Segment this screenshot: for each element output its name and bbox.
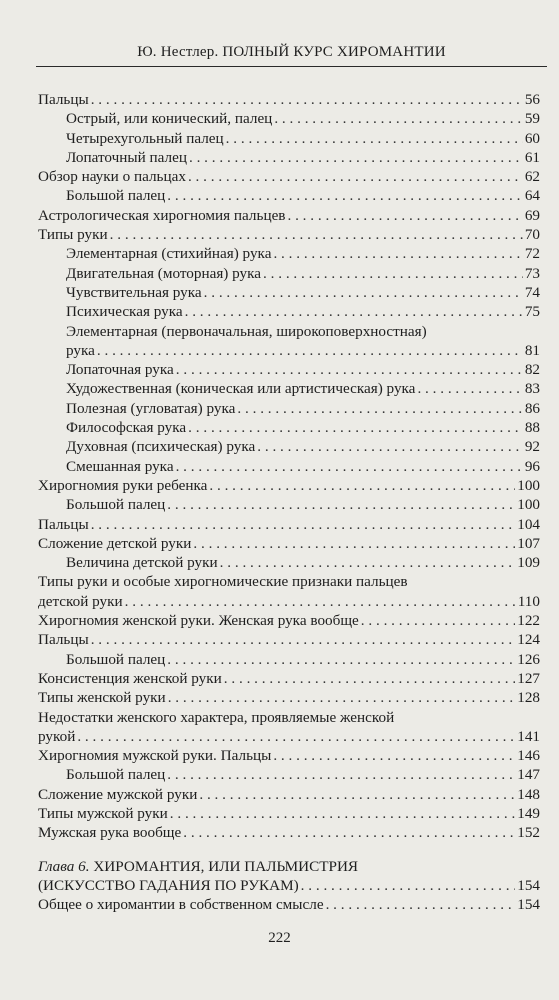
- leader-dots: [168, 688, 516, 707]
- leader-dots: [189, 148, 523, 167]
- toc-entry-title: Пальцы: [38, 515, 89, 533]
- toc-entry: [38, 341, 540, 360]
- toc-entry-page: 146: [517, 747, 540, 765]
- toc-entry-page: 88: [524, 419, 540, 437]
- leader-dots: [188, 167, 523, 186]
- toc-entry: [38, 148, 540, 167]
- leader-dots: [274, 109, 522, 128]
- toc-entry: [38, 186, 540, 205]
- toc-entry-page: 72: [524, 245, 540, 263]
- toc-entry-title: Пальцы: [38, 91, 89, 108]
- leader-dots: [185, 302, 523, 321]
- toc-entry-page: 109: [517, 554, 540, 572]
- toc-entry: [38, 592, 540, 611]
- toc-entry: [38, 283, 540, 302]
- toc-entry: [38, 302, 540, 321]
- toc-entry: [38, 129, 540, 148]
- leader-dots: [176, 457, 523, 476]
- toc-entry-title: Четырехугольный палец: [66, 129, 224, 147]
- toc-entry-title: Общее о хиромантии в собственном смысле: [38, 896, 324, 914]
- toc-entry-title: Типы мужской руки: [38, 804, 168, 822]
- toc-entry-title: Психическая рука: [66, 303, 183, 321]
- toc-entry-title: (ИСКУССТВО ГАДАНИЯ ПО РУКАМ): [38, 876, 299, 894]
- leader-dots: [110, 225, 523, 244]
- leader-dots: [91, 515, 516, 534]
- leader-dots: [224, 669, 515, 688]
- toc-entry-page: 82: [524, 361, 540, 379]
- toc-entry: [38, 765, 540, 784]
- leader-dots: [199, 785, 515, 804]
- toc-entry-title: Философская рука: [66, 419, 187, 437]
- toc-entry-title-line: Недостатки женского характера, проявляемые женской: [38, 708, 395, 726]
- toc-entry-title: Полезная (угловатая) рука: [66, 399, 236, 417]
- toc-entry: [38, 650, 540, 669]
- chapter-heading-line: [38, 857, 540, 876]
- toc-entry: [38, 418, 540, 437]
- leader-dots: [417, 379, 522, 398]
- toc-entry: [38, 457, 540, 476]
- leader-dots: [167, 765, 515, 784]
- toc-entry-title: Консистенция женской руки: [38, 669, 222, 687]
- toc-entry-title: Обзор науки о пальцах: [38, 168, 186, 186]
- toc-entry-title: Большой палец: [66, 187, 166, 205]
- leader-dots: [193, 534, 515, 553]
- toc-entry-page: 127: [517, 669, 540, 687]
- leader-dots: [125, 592, 516, 611]
- toc-entry: [38, 90, 540, 109]
- leader-dots: [361, 611, 515, 630]
- leader-dots: [287, 206, 522, 225]
- toc-entry: [38, 495, 540, 514]
- toc-entry: [38, 688, 540, 707]
- toc-entry: [38, 399, 540, 418]
- toc-entry-page: 107: [517, 534, 540, 552]
- toc-entry-page: 83: [524, 380, 540, 398]
- leader-dots: [188, 418, 523, 437]
- toc-entry-page: 75: [524, 303, 540, 321]
- leader-dots: [204, 283, 523, 302]
- toc-entry: [38, 379, 540, 398]
- leader-dots: [301, 876, 516, 895]
- toc-entry-page: 110: [517, 592, 540, 610]
- toc-entry-title: Духовная (психическая) рука: [66, 438, 256, 456]
- running-header-title: Ю. Нестлер. ПОЛНЫЙ КУРС ХИРОМАНТИИ: [137, 44, 446, 60]
- toc-entry-page: 149: [517, 804, 540, 822]
- toc-entry-page: 92: [524, 438, 540, 456]
- leader-dots: [220, 553, 516, 572]
- toc-entry-page: 70: [524, 226, 540, 244]
- toc-entry: [38, 476, 540, 495]
- toc-entry-title: Типы руки: [38, 226, 108, 244]
- toc-entry: [38, 264, 540, 283]
- toc-entry-page: 124: [517, 631, 540, 649]
- toc-entry: [38, 109, 540, 128]
- toc-entry: [38, 823, 540, 842]
- toc-entry: [38, 167, 540, 186]
- toc-entry-title: Смешанная рука: [66, 457, 174, 475]
- toc-entry: [38, 515, 540, 534]
- toc-entry: [38, 360, 540, 379]
- leader-dots: [176, 360, 523, 379]
- chapter-title: ХИРОМАНТИЯ, ИЛИ ПАЛЬМИСТРИЯ: [93, 857, 359, 875]
- toc-entry-title: Астрологическая хирогномия пальцев: [38, 206, 286, 224]
- chapter-label: Глава 6.: [38, 857, 90, 875]
- toc-entry-page: 141: [517, 727, 540, 745]
- toc-entry-title: Сложение мужской руки: [38, 785, 198, 803]
- leader-dots: [170, 804, 515, 823]
- toc-entry-title: детской руки: [38, 592, 123, 610]
- toc-entry-page: 96: [524, 457, 540, 475]
- toc-entry-title: Пальцы: [38, 631, 89, 649]
- leader-dots: [91, 90, 523, 109]
- leader-dots: [167, 650, 515, 669]
- chapter-heading: [38, 857, 540, 896]
- running-header: [36, 42, 547, 67]
- leader-dots: [257, 437, 523, 456]
- leader-dots: [226, 129, 523, 148]
- toc-entry-page: 62: [524, 168, 540, 186]
- toc-entry: [38, 804, 540, 823]
- toc-entry-title: Сложение детской руки: [38, 534, 192, 552]
- leader-dots: [183, 823, 515, 842]
- toc-entry-title: Лопаточный палец: [66, 148, 187, 166]
- toc-entry: [38, 553, 540, 572]
- toc-entry: [38, 225, 540, 244]
- toc-entry-page: 128: [517, 689, 540, 707]
- toc-entry-page: 147: [517, 766, 540, 784]
- toc-entry-title-line: Элементарная (первоначальная, широкоповерхностная): [66, 322, 427, 340]
- toc-entry: [38, 895, 540, 914]
- leader-dots: [167, 186, 523, 205]
- toc-entry-page: 100: [517, 496, 540, 514]
- leader-dots: [77, 727, 515, 746]
- toc-entry: [38, 437, 540, 456]
- toc-entry-title: Хирогномия руки ребенка: [38, 476, 208, 494]
- toc-entry: [38, 534, 540, 553]
- toc-entry-title: Мужская рука вообще: [38, 824, 182, 842]
- toc-entry-page: 59: [524, 110, 540, 128]
- toc-entry-page: 100: [517, 476, 540, 494]
- toc-entry-title: Хирогномия женской руки. Женская рука вообще: [38, 612, 359, 630]
- toc-entry-title: Лопаточная рука: [66, 361, 174, 379]
- leader-dots: [97, 341, 523, 360]
- toc-entry: [38, 244, 540, 263]
- toc-entry-title: Острый, или конический, палец: [66, 110, 273, 128]
- toc-entry: [38, 630, 540, 649]
- toc-entry: [38, 876, 540, 895]
- toc-entry: [38, 669, 540, 688]
- leader-dots: [167, 495, 515, 514]
- toc-entry-page: 74: [524, 283, 540, 301]
- toc-entry: [38, 746, 540, 765]
- toc-entry-page: 69: [524, 206, 540, 224]
- toc-entry-title: Чувствительная рука: [66, 283, 202, 301]
- toc-entry-title: рука: [66, 341, 95, 359]
- toc-entry-title: Двигательная (моторная) рука: [66, 264, 262, 282]
- toc-entry: [38, 611, 540, 630]
- leader-dots: [209, 476, 515, 495]
- table-of-contents: [38, 90, 540, 914]
- toc-entry-page: 104: [517, 515, 540, 533]
- toc-entry: [38, 727, 540, 746]
- toc-entry-page: 73: [524, 264, 540, 282]
- leader-dots: [91, 630, 516, 649]
- toc-entry: [38, 785, 540, 804]
- toc-entry-page: 126: [517, 650, 540, 668]
- toc-entry-title: Элементарная (стихийная) рука: [66, 245, 272, 263]
- toc-entry-page: 61: [524, 148, 540, 166]
- toc-entry-page: 86: [524, 399, 540, 417]
- toc-entry-title: Типы женской руки: [38, 689, 166, 707]
- toc-entry-title: Большой палец: [66, 650, 166, 668]
- leader-dots: [237, 399, 522, 418]
- toc-entry-page: 60: [524, 129, 540, 147]
- toc-entry-page: 154: [517, 876, 540, 894]
- toc-entry-title: Художественная (коническая или артистическая) рука: [66, 380, 416, 398]
- toc-entry-page: 148: [517, 785, 540, 803]
- page-number: 222: [268, 930, 291, 946]
- toc-entry-title: Величина детской руки: [66, 554, 218, 572]
- toc-entry-title: Большой палец: [66, 496, 166, 514]
- toc-entry-page: 122: [517, 612, 540, 630]
- toc-entry-page: 152: [517, 824, 540, 842]
- toc-entry-title: Большой палец: [66, 766, 166, 784]
- leader-dots: [273, 244, 522, 263]
- leader-dots: [326, 895, 516, 914]
- leader-dots: [273, 746, 515, 765]
- toc-entry-title: рукой: [38, 727, 76, 745]
- toc-entry-page: 64: [524, 187, 540, 205]
- toc-entry-page: 56: [524, 91, 540, 108]
- toc-entry: [38, 206, 540, 225]
- toc-entry-title-line: Типы руки и особые хирогномические признаки пальцев: [38, 573, 408, 591]
- toc-entry-page: 81: [524, 341, 540, 359]
- toc-entry-title: Хирогномия мужской руки. Пальцы: [38, 747, 272, 765]
- toc-entry-page: 154: [517, 896, 540, 914]
- leader-dots: [263, 264, 523, 283]
